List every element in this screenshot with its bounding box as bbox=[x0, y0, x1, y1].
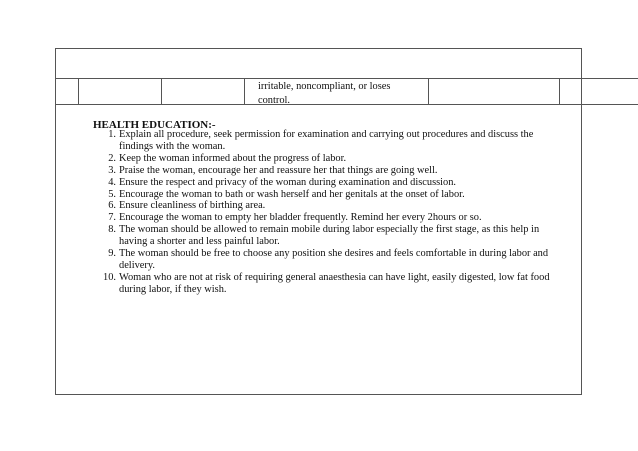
list-item bbox=[93, 165, 563, 177]
list-item-number: 5. bbox=[108, 188, 116, 200]
list-item bbox=[93, 272, 563, 296]
list-item-text: Ensure cleanliness of birthing area. bbox=[119, 200, 266, 212]
table-cell-text bbox=[258, 80, 426, 107]
list-item-text: The woman should be allowed to remain mobile during labor especially the first stage, as this help in having a shorter and less painful labor. bbox=[119, 224, 540, 248]
list-item bbox=[93, 248, 563, 272]
list-item-number: 2. bbox=[108, 152, 116, 164]
list-item bbox=[93, 224, 563, 248]
list-item-number: 7. bbox=[108, 212, 116, 224]
list-item-number: 1. bbox=[108, 129, 116, 140]
list-item-number: 8. bbox=[108, 224, 116, 236]
list-item bbox=[93, 200, 563, 212]
list-item-text: Woman who are not at risk of requiring general anaesthesia can have light, easily digested, low fat food during labor, if they wish. bbox=[119, 271, 550, 295]
list-item-text: Explain all procedure, seek permission for examination and carrying out procedures and discuss the findings with the woman. bbox=[119, 129, 534, 152]
list-item-number: 4. bbox=[108, 176, 116, 188]
list-item-text: Keep the woman informed about the progress of labor. bbox=[119, 152, 347, 164]
table-column-divider bbox=[244, 78, 245, 104]
table-cell-line: irritable, noncompliant, or loses bbox=[258, 81, 391, 92]
section-heading: HEALTH EDUCATION:- bbox=[93, 119, 216, 131]
table-column-divider bbox=[161, 78, 162, 104]
table-cell-line: control. bbox=[258, 94, 291, 106]
health-education-list bbox=[93, 129, 563, 296]
list-item bbox=[93, 129, 563, 153]
list-item-text: Ensure the respect and privacy of the woman during examination and discussion. bbox=[119, 176, 457, 188]
list-item-number: 9. bbox=[108, 248, 116, 260]
list-item bbox=[93, 212, 563, 224]
list-item bbox=[93, 189, 563, 201]
list-item-number: 10. bbox=[103, 271, 116, 283]
table-column-divider bbox=[78, 78, 79, 104]
list-item-number: 6. bbox=[108, 200, 116, 212]
list-item-number: 3. bbox=[108, 164, 116, 176]
table-column-divider bbox=[428, 78, 429, 104]
list-item-text: The woman should be free to choose any position she desires and feels comfortable in during labor and delivery. bbox=[119, 248, 549, 271]
table-row-top-border bbox=[55, 78, 638, 79]
list-item-text: Encourage the woman to bath or wash herself and her genitals at the onset of labor. bbox=[119, 188, 465, 200]
list-item-text: Praise the woman, encourage her and reassure her that things are going well. bbox=[119, 164, 438, 176]
list-item bbox=[93, 153, 563, 165]
list-item-text: Encourage the woman to empty her bladder frequently. Remind her every 2hours or so. bbox=[119, 212, 482, 224]
list-item bbox=[93, 177, 563, 189]
table-column-divider bbox=[559, 78, 560, 104]
